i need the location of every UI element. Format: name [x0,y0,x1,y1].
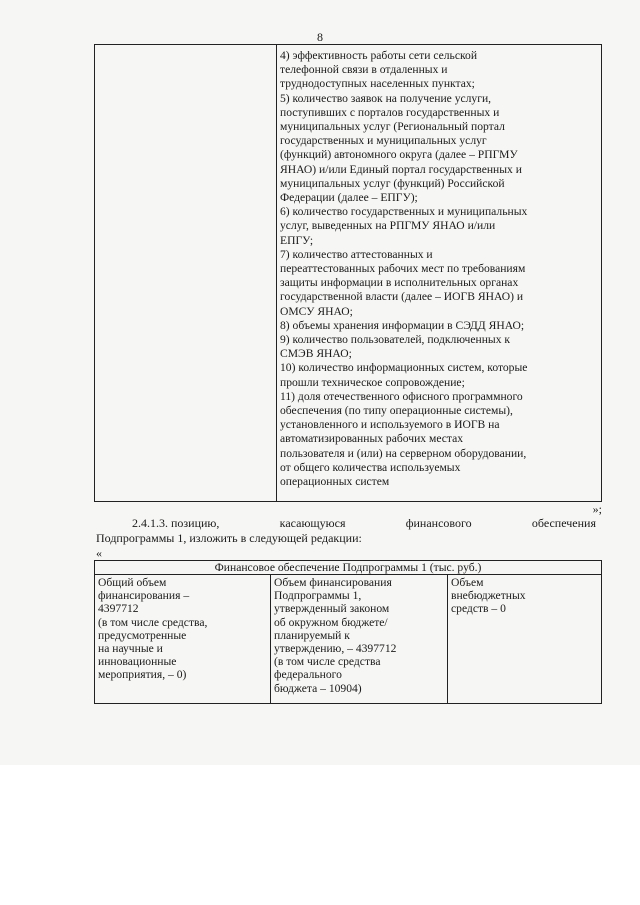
finance-cell-line: внебюджетных [451,589,526,603]
instruction-line-1 [96,516,596,531]
finance-cell-line: мероприятия, – 0) [98,668,187,682]
indicator-line: 5) количество заявок на получение услуги, [280,91,492,105]
finance-cell-line: (в том числе средства [274,655,381,669]
indicator-line: ЕПГУ; [280,233,314,247]
finance-subprogram-cell [271,575,448,703]
indicator-line: 4) эффективность работы сети сельской [280,49,478,62]
indicator-item [280,333,596,361]
indicator-line: государственной власти (далее – ИОГВ ЯНАО) и [280,290,524,304]
indicator-item [280,390,596,489]
instruction-word: финансового [405,516,472,530]
indicator-item [280,92,596,206]
finance-table-header: Финансовое обеспечение Подпрограммы 1 (тыс. руб.) [95,561,601,575]
indicator-line: установленного и используемого в ИОГВ на [280,418,500,432]
finance-cell-line: планируемый к [274,628,350,642]
indicator-line: муниципальных услуг (Региональный портал [280,120,505,134]
finance-cell-line: Общий объем [98,576,167,589]
instruction-line-2: Подпрограммы 1, изложить в следующей редакции: [96,531,362,545]
finance-cell-line: инновационные [98,655,177,669]
indicator-line: 8) объемы хранения информации в СЭДД ЯНАО; [280,318,525,332]
indicator-line: пользователя и (или) на серверном оборудовании, [280,446,527,460]
indicator-line: 9) количество пользователей, подключенных к [280,333,511,347]
closing-quote: »; [592,502,602,516]
indicator-item [280,361,596,389]
indicator-item [280,205,596,248]
instruction-word: касающуюся [279,516,346,530]
indicator-line: обеспечения (по типу операционные системы), [280,404,513,418]
instruction-word: обеспечения [531,516,596,530]
indicator-line: переаттестованных рабочих мест по требованиям [280,262,526,276]
table-left-cell [95,45,277,501]
finance-cell-line: 4397712 [98,602,139,616]
indicator-line: поступивших с порталов государственных и [280,105,500,119]
page-number: 8 [317,30,323,44]
finance-cell-line: Объем [451,576,484,589]
finance-cell-line: утвержденный законом [274,602,390,616]
finance-cell-line: об окружном бюджете/ [274,615,388,629]
finance-total-cell [95,575,271,703]
finance-cell-line: Объем финансирования [274,576,392,589]
finance-cell-line: финансирования – [98,589,190,603]
finance-cell-line: предусмотренные [98,628,187,642]
indicator-item [280,49,596,92]
instruction-word: 2.4.1.3. позицию, [132,516,220,530]
finance-cell-line: на научные и [98,642,163,656]
indicator-line: Федерации (далее – ЕПГУ); [280,191,418,205]
indicator-line: 6) количество государственных и муниципальных [280,205,528,219]
indicator-line: труднодоступных населенных пунктах; [280,77,475,91]
finance-cell-line: федерального [274,668,342,682]
indicator-line: 7) количество аттестованных и [280,247,433,261]
indicator-line: от общего количества используемых [280,460,461,474]
indicator-line: государственных и муниципальных услуг [280,134,487,148]
indicators-table [94,44,602,502]
indicator-line: (функций) автономного округа (далее – РПГМУ [280,148,518,162]
indicator-line: 10) количество информационных систем, которые [280,361,528,375]
finance-extrabudget-cell [448,575,601,703]
finance-cell-line: утверждению, – 4397712 [274,642,397,656]
indicator-line: муниципальных услуг (функций) Российской [280,176,505,190]
indicator-line: ЯНАО) и/или Единый портал государственных и [280,162,522,176]
indicator-line: услуг, выведенных на РПГМУ ЯНАО и/или [280,219,496,233]
indicator-item [280,248,596,319]
finance-cell-line: Подпрограммы 1, [274,589,362,603]
indicator-line: ОМСУ ЯНАО; [280,304,353,318]
indicator-line: автоматизированных рабочих местах [280,432,464,446]
finance-cell-line: (в том числе средства, [98,615,208,629]
open-quote: « [96,546,102,560]
finance-table [94,560,602,704]
amendment-instruction [96,516,596,546]
finance-cell-line: бюджета – 10904) [274,681,362,695]
indicator-line: защиты информации в исполнительных органах [280,276,519,290]
indicator-list [280,49,596,489]
indicator-line: СМЭВ ЯНАО; [280,347,352,361]
indicator-line: операционных систем [280,475,390,489]
indicator-line: телефонной связи в отдаленных и [280,63,448,77]
indicator-line: прошли техническое сопровождение; [280,375,465,389]
indicator-item [280,319,596,333]
finance-cell-line: средств – 0 [451,602,506,616]
indicator-line: 11) доля отечественного офисного программного [280,389,523,403]
